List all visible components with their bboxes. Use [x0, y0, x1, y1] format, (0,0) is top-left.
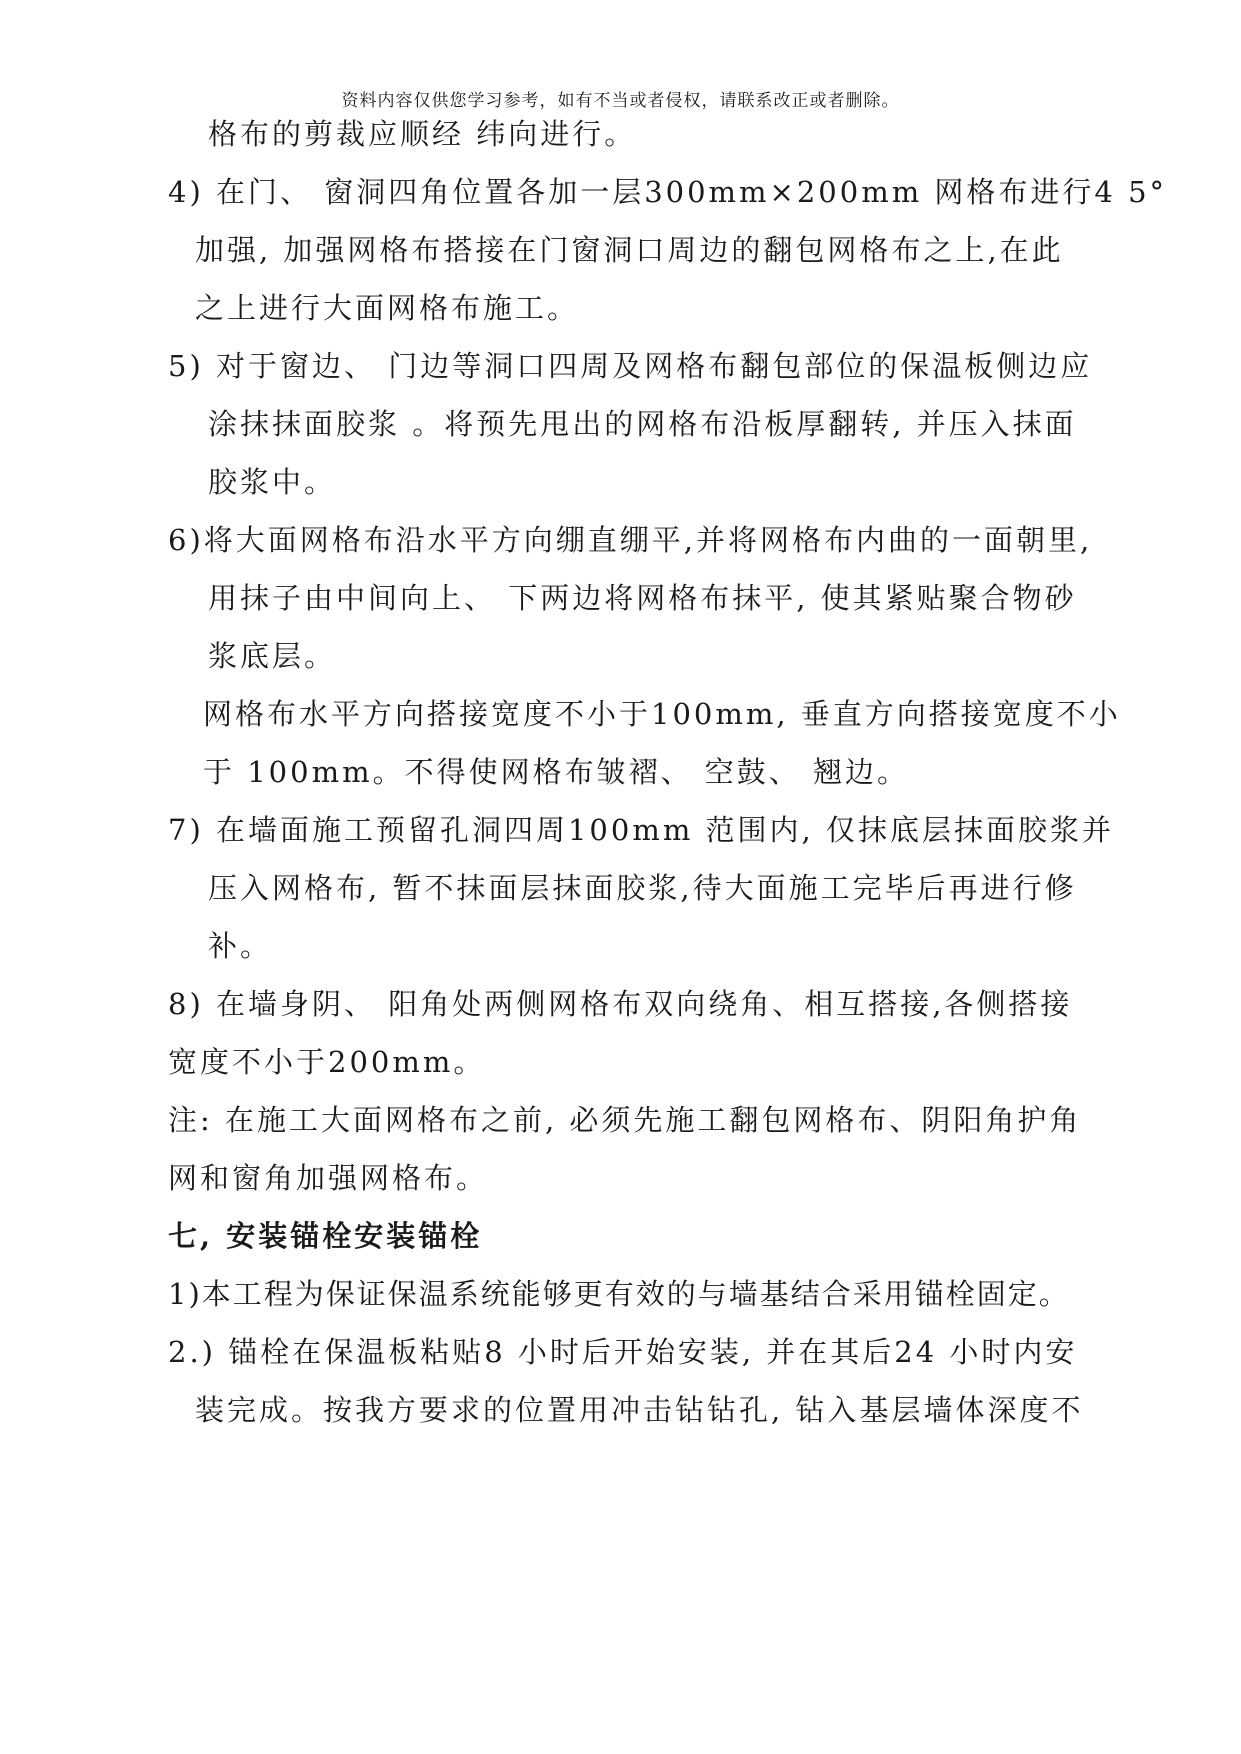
- body-line: 格布的剪裁应顺经 纬向进行。: [208, 117, 637, 151]
- body-line: 网和窗角加强网格布。: [168, 1161, 489, 1195]
- body-line: 补。: [208, 929, 273, 963]
- body-line: 胶浆中。: [208, 465, 337, 499]
- body-line: 浆底层。: [208, 639, 337, 673]
- body-line: 1)本工程为保证保温系统能够更有效的与墙基结合采用锚栓固定。: [168, 1277, 1070, 1311]
- body-line: 8) 在墙身阴、 阳角处两侧网格布双向绕角、相互搭接,各侧搭接: [168, 987, 1073, 1021]
- body-line: 装完成。按我方要求的位置用冲击钻钻孔, 钻入基层墙体深度不: [195, 1393, 1084, 1427]
- body-line: 涂抹抹面胶浆 。将预先甩出的网格布沿板厚翻转, 并压入抹面: [208, 407, 1077, 441]
- body-line: 用抹子由中间向上、 下两边将网格布抹平, 使其紧贴聚合物砂: [208, 581, 1077, 615]
- body-line: 加强, 加强网格布搭接在门窗洞口周边的翻包网格布之上,在此: [195, 233, 1064, 267]
- body-line: 之上进行大面网格布施工。: [195, 291, 580, 325]
- body-line: 注: 在施工大面网格布之前, 必须先施工翻包网格布、阴阳角护角: [168, 1103, 1082, 1137]
- body-line: 2.) 锚栓在保温板粘贴8 小时后开始安装, 并在其后24 小时内安: [168, 1335, 1078, 1369]
- page-header-disclaimer: 资料内容仅供您学习参考，如有不当或者侵权，请联系改正或者删除。: [341, 91, 900, 111]
- body-line: 压入网格布, 暂不抹面层抹面胶浆,待大面施工完毕后再进行修: [208, 871, 1077, 905]
- body-line: 7) 在墙面施工预留孔洞四周100mm 范围内, 仅抹底层抹面胶浆并: [168, 813, 1114, 847]
- body-line: 4) 在门、 窗洞四角位置各加一层300mm×200mm 网格布进行4 5°: [168, 175, 1168, 209]
- body-line: 5) 对于窗边、 门边等洞口四周及网格布翻包部位的保温板侧边应: [168, 349, 1093, 383]
- body-line: 宽度不小于200mm。: [168, 1045, 486, 1079]
- body-line: 6)将大面网格布沿水平方向绷直绷平,并将网格布内曲的一面朝里,: [168, 523, 1093, 557]
- section-heading: 七, 安装锚栓安装锚栓: [168, 1219, 483, 1253]
- body-line: 于 100mm。不得使网格布皱褶、 空鼓、 翘边。: [203, 755, 910, 789]
- body-line: 网格布水平方向搭接宽度不小于100mm, 垂直方向搭接宽度不小: [203, 697, 1121, 731]
